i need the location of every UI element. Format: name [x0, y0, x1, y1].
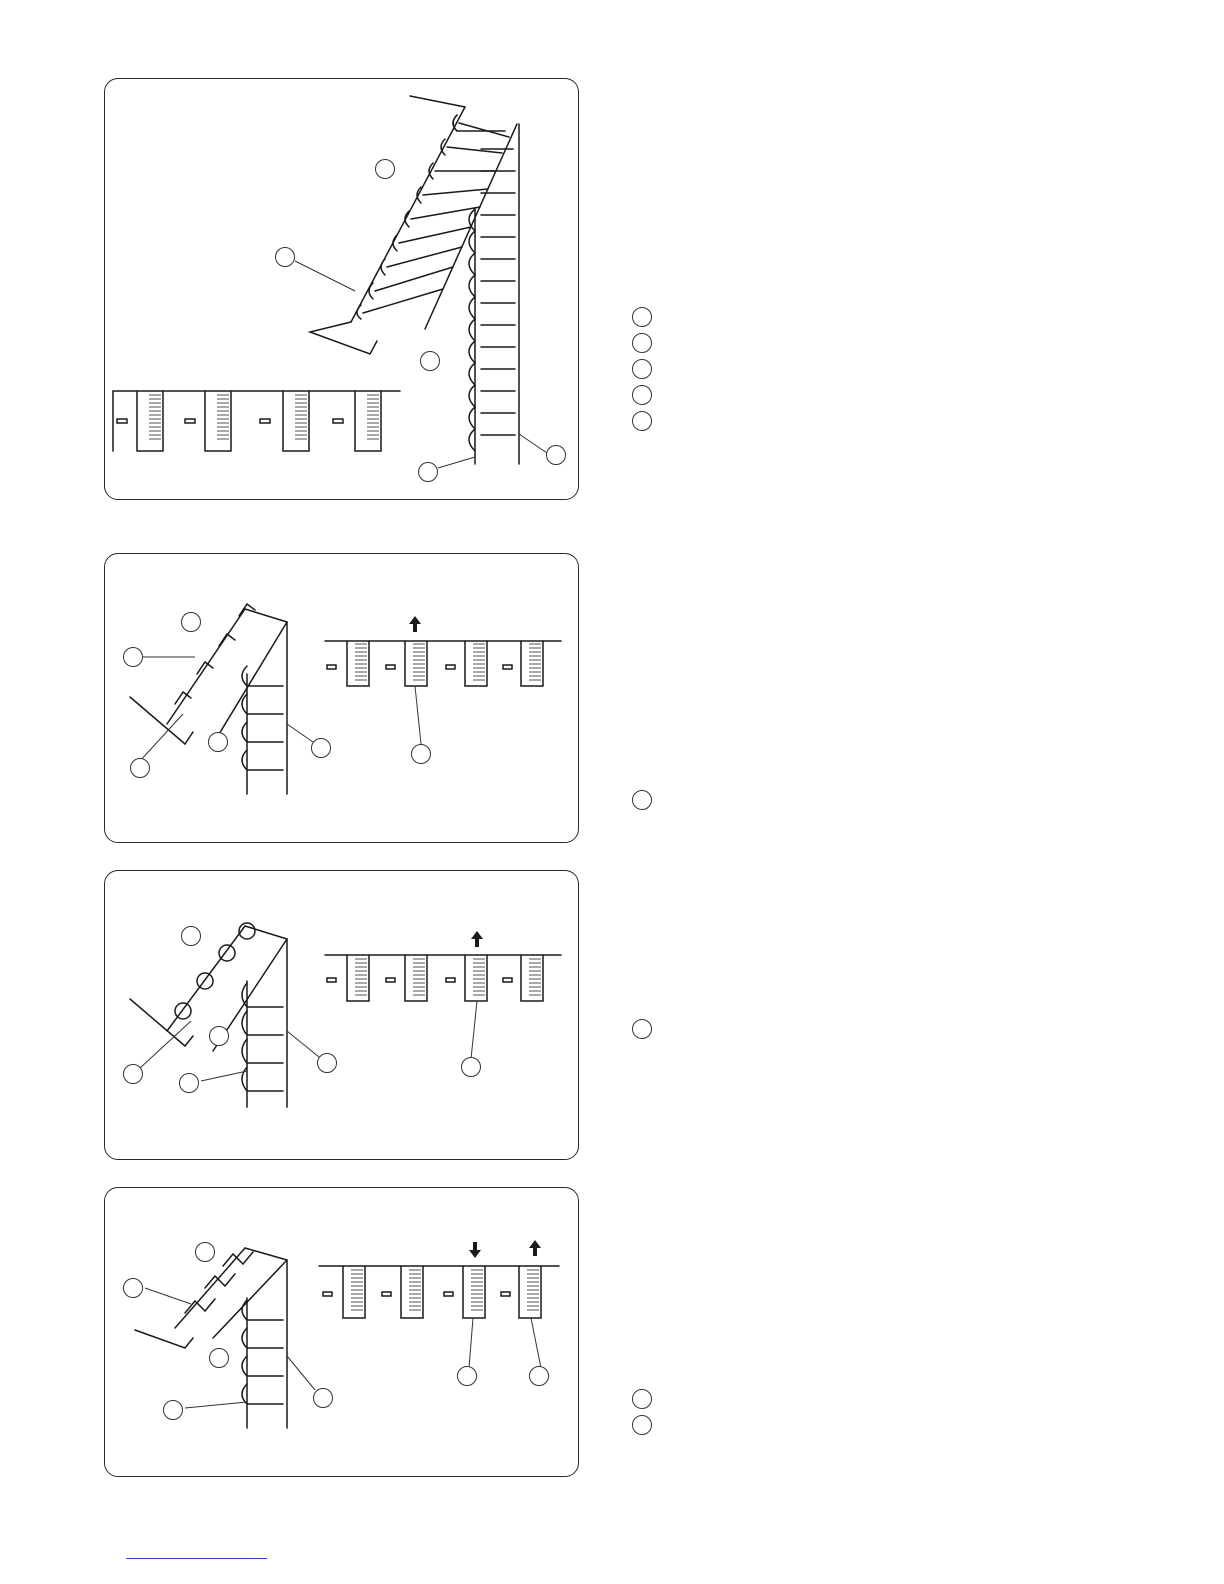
- figure-panel-1: [104, 78, 579, 500]
- callout-circle-icon: [311, 738, 331, 758]
- callout-circle-icon: [181, 612, 201, 632]
- stitch-illustration-2: [105, 554, 580, 844]
- callout-circle-icon: [375, 159, 395, 179]
- figure-panel-3: [104, 870, 579, 1160]
- legend-marker-icon: [632, 1415, 652, 1435]
- callout-circle-icon: [313, 1388, 333, 1408]
- callout-circle-icon: [411, 744, 431, 764]
- legend-marker-icon: [632, 790, 652, 810]
- stitch-illustration-1: [105, 79, 580, 501]
- legend-marker-icon: [632, 1019, 652, 1039]
- callout-circle-icon: [163, 1400, 183, 1420]
- stitch-illustration-3: [105, 871, 580, 1161]
- callout-circle-icon: [123, 1064, 143, 1084]
- arrow-down-icon: [469, 1242, 481, 1258]
- figure-panel-4: [104, 1187, 579, 1477]
- callout-circle-icon: [461, 1057, 481, 1077]
- callout-circle-icon: [209, 1026, 229, 1046]
- footer-rule: [126, 1558, 267, 1559]
- callout-circle-icon: [420, 351, 440, 371]
- arrow-up-icon: [471, 931, 483, 947]
- callout-circle-icon: [529, 1366, 549, 1386]
- callout-circle-icon: [418, 462, 438, 482]
- callout-circle-icon: [195, 1242, 215, 1262]
- arrow-up-icon: [409, 616, 421, 632]
- callout-circle-icon: [179, 1073, 199, 1093]
- arrow-up-icon: [529, 1240, 541, 1256]
- callout-circle-icon: [208, 732, 228, 752]
- legend-marker-icon: [632, 385, 652, 405]
- legend-marker-icon: [632, 333, 652, 353]
- legend-marker-icon: [632, 359, 652, 379]
- callout-circle-icon: [209, 1348, 229, 1368]
- legend-marker-icon: [632, 307, 652, 327]
- callout-circle-icon: [317, 1053, 337, 1073]
- legend-marker-icon: [632, 1389, 652, 1409]
- legend-marker-icon: [632, 411, 652, 431]
- callout-circle-icon: [123, 1278, 143, 1298]
- callout-circle-icon: [546, 445, 566, 465]
- callout-circle-icon: [457, 1366, 477, 1386]
- callout-circle-icon: [123, 647, 143, 667]
- stitch-illustration-4: [105, 1188, 580, 1478]
- callout-circle-icon: [275, 247, 295, 267]
- callout-circle-icon: [130, 758, 150, 778]
- figure-panel-2: [104, 553, 579, 843]
- callout-circle-icon: [181, 926, 201, 946]
